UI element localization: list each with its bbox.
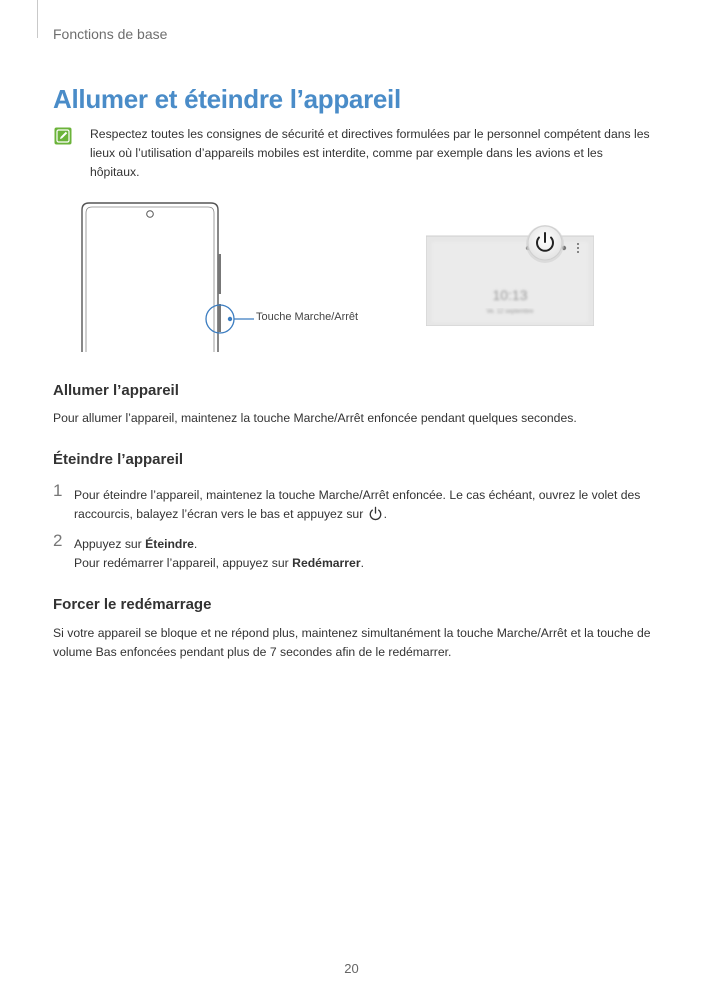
screen-date: Ve. 12 septembre — [486, 309, 534, 315]
power-icon — [368, 506, 383, 521]
power-key-label: Touche Marche/Arrêt — [256, 311, 359, 323]
step-2-subtext: Pour redémarrer l’appareil, appuyez sur Redémarrer. — [74, 556, 364, 570]
phone-body — [82, 203, 218, 352]
page-number: 20 — [344, 961, 359, 976]
phone-illustration — [80, 202, 380, 352]
screen-clock: 10:13 — [492, 287, 528, 303]
front-camera-icon — [147, 211, 154, 218]
heading-power-on: Allumer l’appareil — [53, 382, 179, 399]
volume-key — [218, 254, 221, 294]
page-title: Allumer et éteindre l’appareil — [53, 84, 401, 114]
header-rule — [37, 0, 38, 38]
step-2-text: Appuyez sur Éteindre. — [74, 537, 198, 551]
note-pencil-icon — [54, 127, 72, 145]
quick-panel-illustration — [426, 222, 594, 326]
power-on-text: Pour allumer l’appareil, maintenez la touche Marche/Arrêt enfoncée pendant quelques secondes. — [53, 411, 577, 425]
heading-power-off: Éteindre l’appareil — [53, 451, 184, 468]
step-1-number: 1 — [53, 481, 63, 500]
power-button-magnified — [526, 225, 564, 263]
step-2-number: 2 — [53, 531, 63, 550]
section-header: Fonctions de base — [53, 26, 168, 42]
step-1-text: Pour éteindre l’appareil, maintenez la touche Marche/Arrêt enfoncée. Le cas échéant, ouvrez le volet des raccourcis, balayez l’écran vers le bas et appuyez sur . — [74, 488, 641, 521]
phone-screen-edge — [86, 207, 214, 352]
heading-force-restart: Forcer le redémarrage — [53, 596, 212, 613]
force-restart-text: Si votre appareil se bloque et ne répond plus, maintenez simultanément la touche Marche/Arrêt et la touche de volume Bas enfoncées pendant plus de 7 secondes afin de le redémarrer. — [53, 626, 651, 659]
power-key — [218, 304, 221, 332]
note-text: Respectez toutes les consignes de sécurité et directives formulées par le personnel compétent dans les lieux où l’utilisation d’appareils mobiles est interdite, comme par exemple dans les avions et les hôpitaux. — [90, 127, 650, 179]
